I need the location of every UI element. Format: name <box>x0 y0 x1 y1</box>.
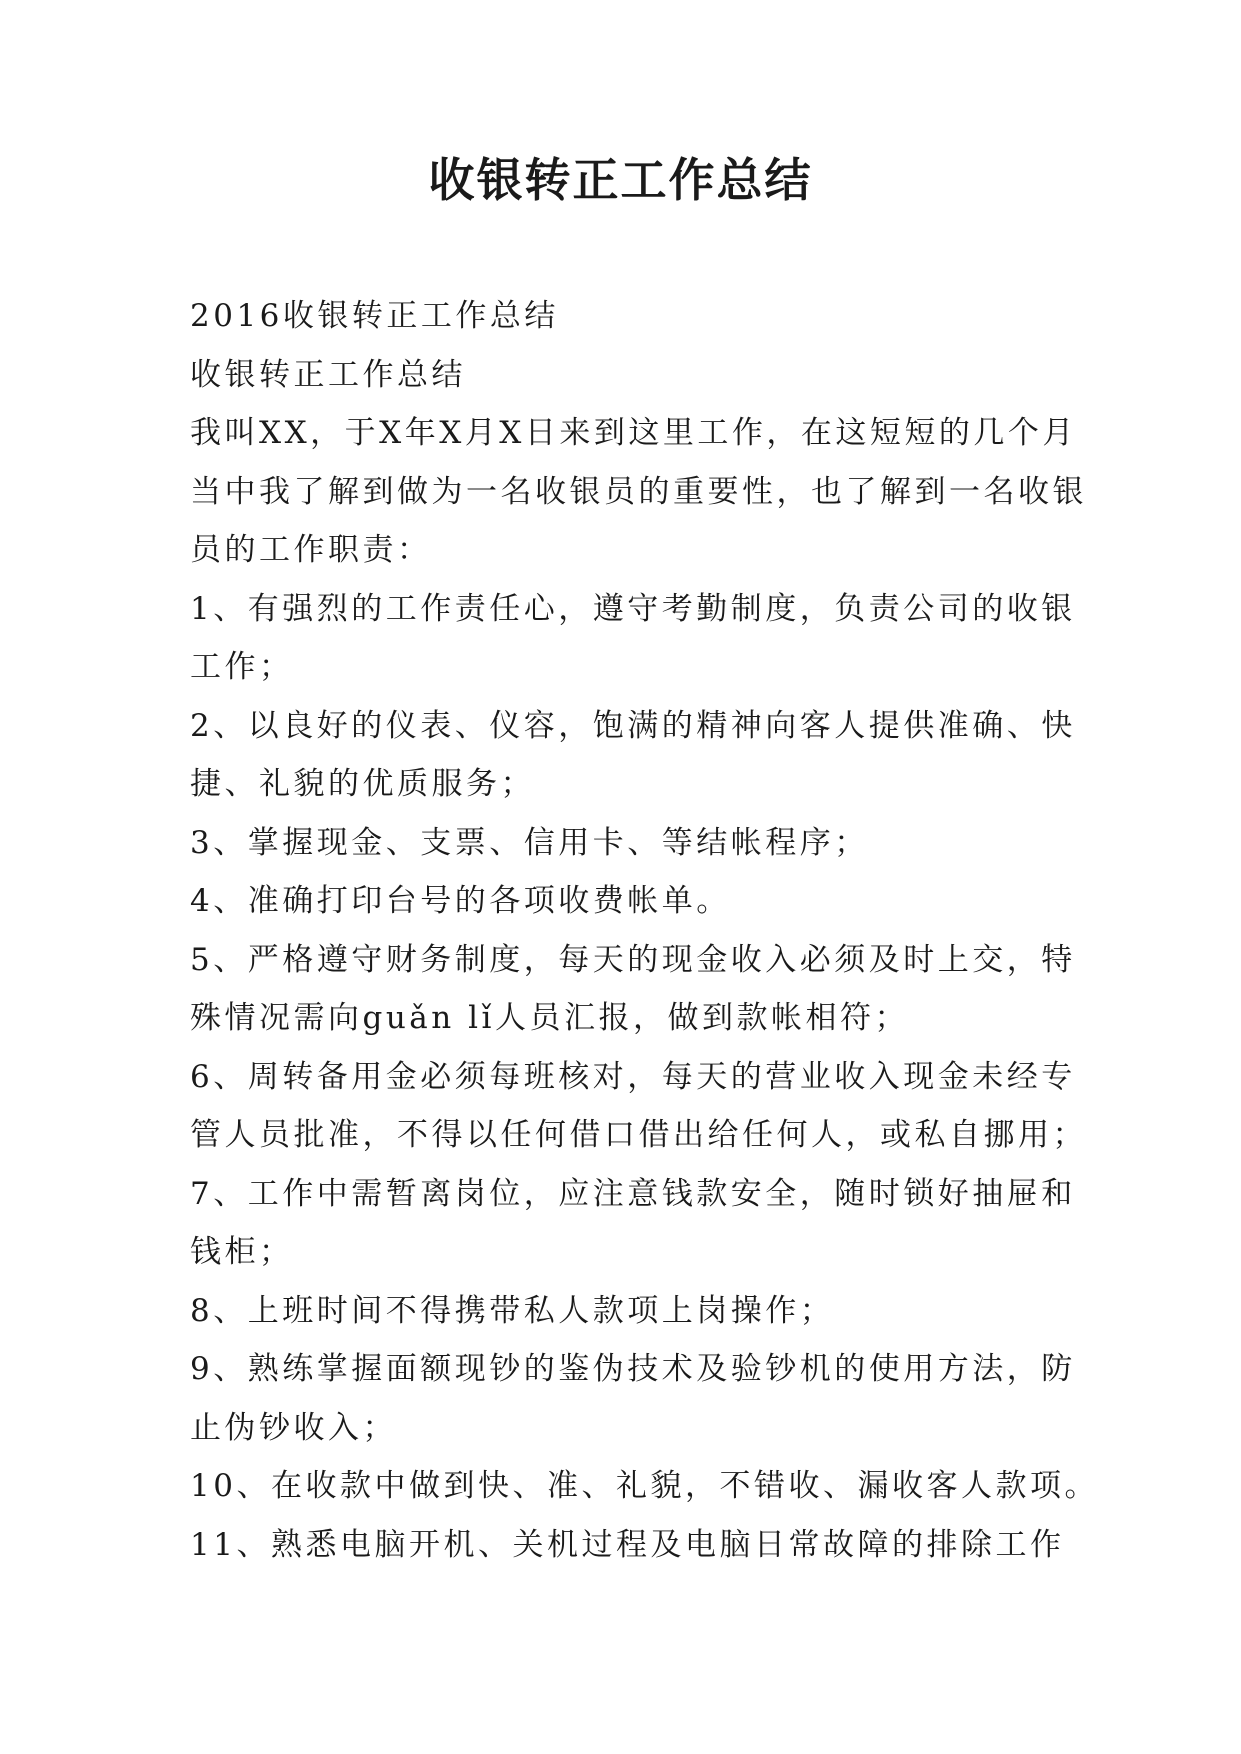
body-line: 员的工作职责： <box>190 532 432 568</box>
body-line: 止伪钞收入； <box>190 1409 397 1446</box>
body-line: 5、严格遵守财务制度，每天的现金收入必须及时上交，特 <box>190 941 1076 978</box>
body-line: 8、上班时间不得携带私人款项上岗操作； <box>190 1292 835 1329</box>
body-line: 我叫XX，于X年X月X日来到这里工作，在这短短的几个月 <box>190 415 1077 451</box>
body-line: 当中我了解到做为一名收银员的重要性，也了解到一名收银 <box>190 473 1087 510</box>
body-line: 捷、礼貌的优质服务； <box>190 766 535 802</box>
body-line: 6、周转备用金必须每班核对，每天的营业收入现金未经专 <box>190 1058 1076 1095</box>
body-line: 3、掌握现金、支票、信用卡、等结帐程序； <box>190 824 869 861</box>
body-line: 11、熟悉电脑开机、关机过程及电脑日常故障的排除工作 <box>190 1526 1065 1563</box>
body-line: 9、熟练掌握面额现钞的鉴伪技术及验钞机的使用方法，防 <box>190 1351 1076 1387</box>
body-line: 管人员批准，不得以任何借口借出给任何人，或私自挪用； <box>190 1117 1087 1153</box>
body-line: 工作； <box>190 649 294 685</box>
body-line: 1、有强烈的工作责任心，遵守考勤制度，负责公司的收银 <box>190 590 1076 627</box>
document-title: 收银转正工作总结 <box>428 153 813 207</box>
body-line: 2、以良好的仪表、仪容，饱满的精神向客人提供准确、快 <box>190 707 1076 744</box>
body-line: 7、工作中需暂离岗位，应注意钱款安全，随时锁好抽屉和 <box>190 1175 1076 1212</box>
body-line: 2016收银转正工作总结 <box>190 298 559 334</box>
body-line: 钱柜； <box>190 1234 294 1270</box>
body-line: 10、在收款中做到快、准、礼貌，不错收、漏收客人款项。 <box>190 1468 1099 1504</box>
body-line: 收银转正工作总结 <box>190 356 466 393</box>
body-line: 4、准确打印台号的各项收费帐单。 <box>190 883 731 919</box>
document-body <box>190 287 1099 1574</box>
body-line: 殊情况需向guǎn lǐ人员汇报，做到款帐相符； <box>190 1000 909 1036</box>
